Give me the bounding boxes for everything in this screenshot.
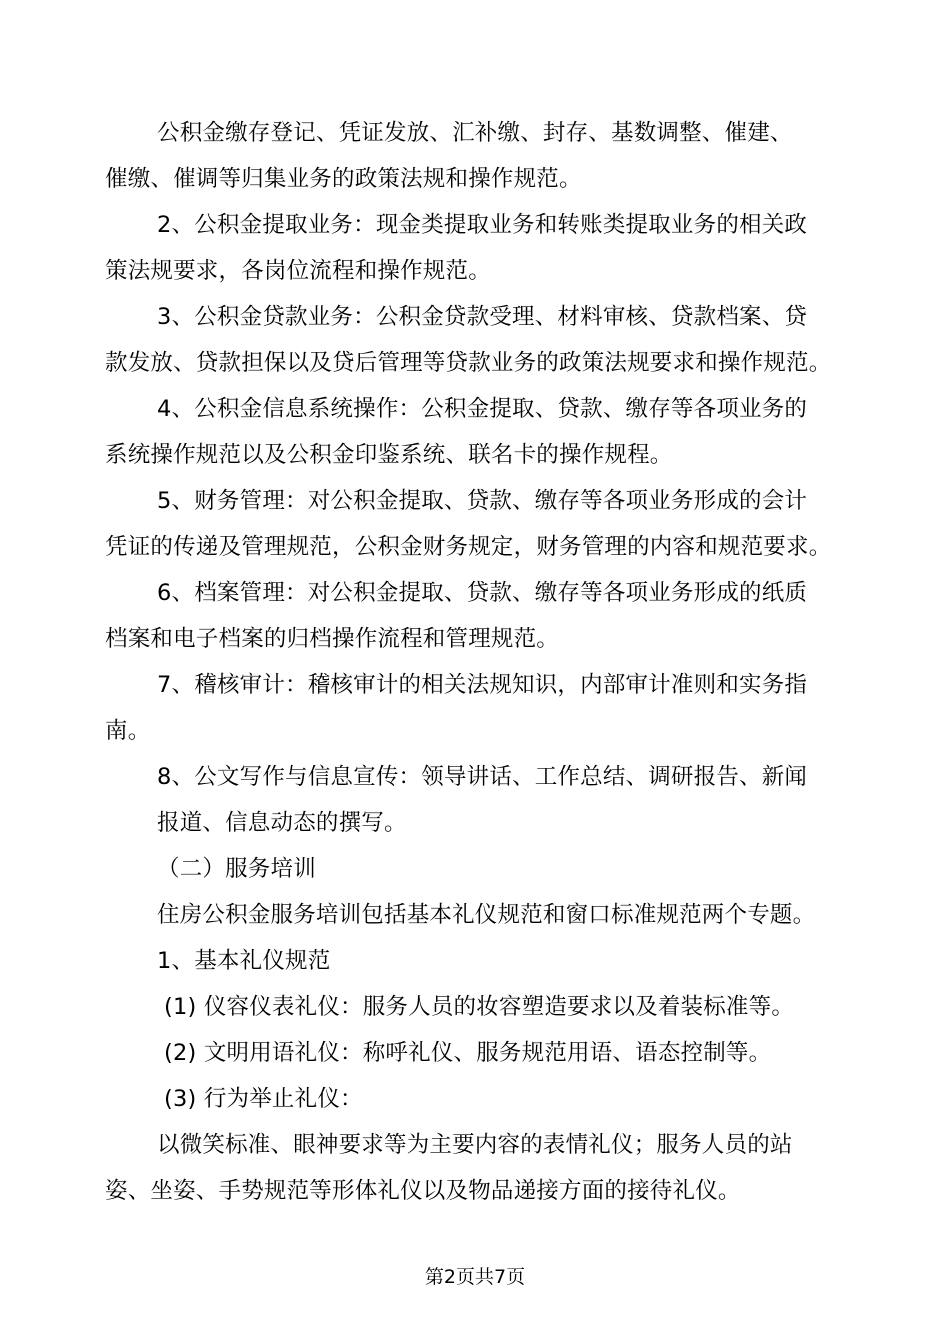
text-line: 5、财务管理：对公积金提取、贷款、缴存等各项业务形成的会计	[157, 488, 808, 514]
subsection-heading: 1、基本礼仪规范	[157, 948, 331, 974]
text-line: 8、公文写作与信息宣传：领导讲话、工作总结、调研报告、新闻	[157, 764, 808, 790]
text-line: 报道、信息动态的撰写。	[157, 810, 407, 836]
text-line: 南。	[105, 718, 151, 744]
text-line: 凭证的传递及管理规范，公积金财务规定，财务管理的内容和规范要求。	[105, 534, 832, 560]
text-line: 6、档案管理：对公积金提取、贷款、缴存等各项业务形成的纸质	[157, 580, 808, 606]
text-line: 催缴、催调等归集业务的政策法规和操作规范。	[105, 166, 582, 192]
section-heading: （二）服务培训	[157, 856, 316, 882]
text-line: 以微笑标准、眼神要求等为主要内容的表情礼仪；服务人员的站	[157, 1132, 793, 1158]
text-line: 档案和电子档案的归档操作流程和管理规范。	[105, 626, 560, 652]
text-line: 款发放、贷款担保以及贷后管理等贷款业务的政策法规要求和操作规范。	[105, 350, 832, 376]
text-line: 3、公积金贷款业务：公积金贷款受理、材料审核、贷款档案、贷	[157, 304, 808, 330]
text-line: 4、公积金信息系统操作：公积金提取、贷款、缴存等各项业务的	[157, 396, 808, 422]
text-line: (1) 仪容仪表礼仪：服务人员的妆容塑造要求以及着装标准等。	[164, 994, 795, 1020]
page-footer: 第2页共7页	[424, 1266, 526, 1288]
text-line: 公积金缴存登记、凭证发放、汇补缴、封存、基数调整、催建、	[157, 120, 793, 146]
text-line: 住房公积金服务培训包括基本礼仪规范和窗口标准规范两个专题。	[157, 902, 816, 928]
text-line: (2) 文明用语礼仪：称呼礼仪、服务规范用语、语态控制等。	[164, 1040, 772, 1066]
text-line: 姿、坐姿、手势规范等形体礼仪以及物品递接方面的接待礼仪。	[105, 1178, 741, 1204]
text-line: (3) 行为举止礼仪：	[164, 1086, 363, 1112]
text-line: 2、公积金提取业务：现金类提取业务和转账类提取业务的相关政	[157, 212, 808, 238]
text-line: 7、稽核审计：稽核审计的相关法规知识，内部审计准则和实务指	[157, 672, 808, 698]
text-line: 策法规要求，各岗位流程和操作规范。	[105, 258, 491, 284]
text-line: 系统操作规范以及公积金印鉴系统、联名卡的操作规程。	[105, 442, 673, 468]
